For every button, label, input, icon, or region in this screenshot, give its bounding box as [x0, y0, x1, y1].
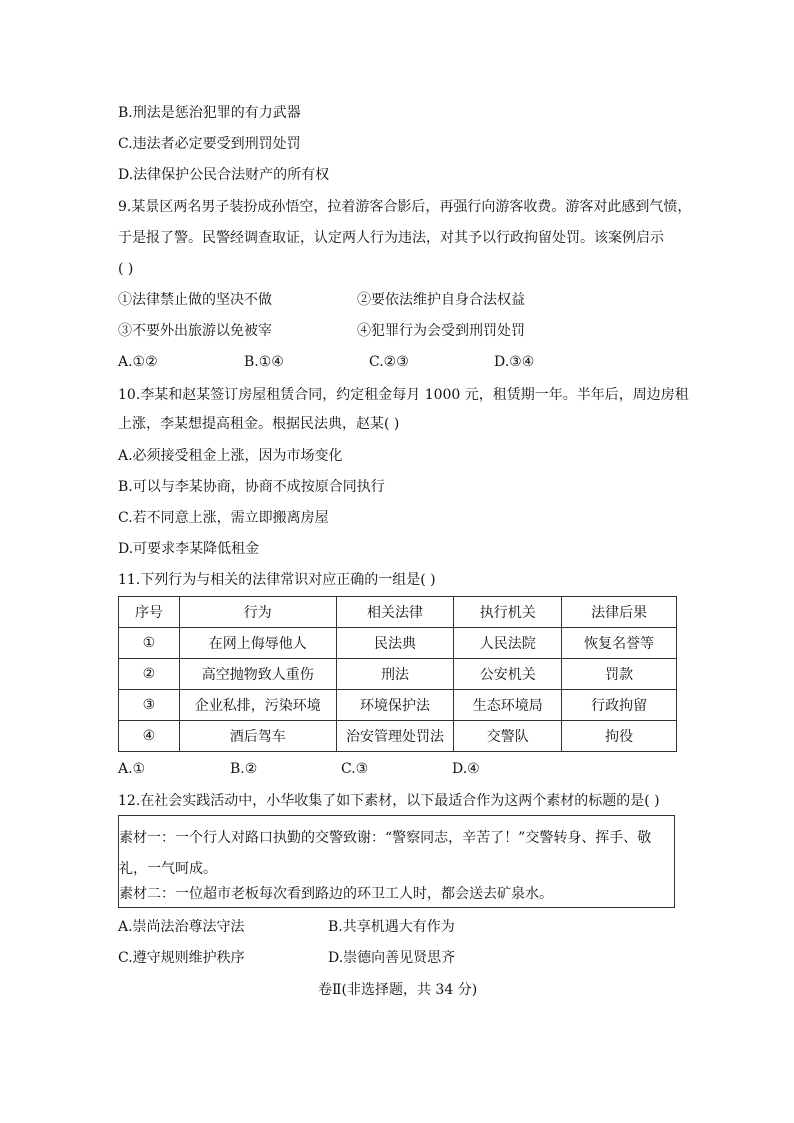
q10-stem-line2: 上涨，李某想提高租金。根据民法典，赵某( )	[118, 416, 400, 432]
q10-option-d: D.可要求李某降低租金	[118, 541, 260, 557]
table-row	[119, 721, 677, 752]
table-cell: ④	[119, 721, 180, 752]
table-cell: ②	[119, 659, 180, 690]
q10-option-b: B.可以与李某协商，协商不成按原合同执行	[118, 479, 385, 495]
table-cell: 环境保护法	[336, 690, 454, 721]
table-cell: ③	[119, 690, 180, 721]
q12-material-box	[118, 815, 675, 908]
q11-choice-c: C.③	[341, 761, 369, 777]
q9-item-3: ③不要外出旅游以免被宰	[118, 323, 272, 339]
q11-table	[118, 596, 677, 752]
q9-choice-d: D.③④	[494, 354, 535, 370]
table-row	[119, 659, 677, 690]
table-cell: 生态环境局	[454, 690, 562, 721]
table-row	[119, 690, 677, 721]
table-cell: ①	[119, 628, 180, 659]
q9-item-1: ①法律禁止做的坚决不做	[118, 292, 272, 308]
q12-choice-c: C.遵守规则维护秩序	[118, 950, 245, 966]
table-cell: 企业私排，污染环境	[179, 690, 336, 721]
q12-choice-b: B.共享机遇大有作为	[328, 919, 455, 935]
table-cell: 罚款	[562, 659, 677, 690]
q9-choice-c: C.②③	[369, 354, 409, 370]
q10-stem-line1: 10.李某和赵某签订房屋租赁合同，约定租金每月 1000 元，租赁期一年。半年后，周边房租	[118, 387, 689, 403]
q10-option-a: A.必须接受租金上涨，因为市场变化	[118, 448, 343, 464]
q8-option-d: D.法律保护公民合法财产的所有权	[118, 167, 330, 183]
q12-choice-d: D.崇德向善见贤思齐	[328, 950, 456, 966]
table-cell: 恢复名誉等	[562, 628, 677, 659]
table-row	[119, 628, 677, 659]
table-cell: 交警队	[454, 721, 562, 752]
q9-choice-a: A.①②	[118, 354, 158, 370]
q11-choice-a: A.①	[118, 761, 146, 777]
q9-choice-b: B.①④	[244, 354, 284, 370]
table-header-index: 序号	[119, 597, 180, 628]
table-header-behavior: 行为	[179, 597, 336, 628]
q10-option-c: C.若不同意上涨，需立即搬离房屋	[118, 510, 329, 526]
q12-choice-a: A.崇尚法治尊法守法	[118, 919, 245, 935]
table-cell: 拘役	[562, 721, 677, 752]
table-cell: 高空抛物致人重伤	[179, 659, 336, 690]
table-cell: 民法典	[336, 628, 454, 659]
table-cell: 在网上侮辱他人	[179, 628, 336, 659]
table-cell: 公安机关	[454, 659, 562, 690]
q11-choice-b: B.②	[230, 761, 258, 777]
table-cell: 治安管理处罚法	[336, 721, 454, 752]
table-header-consequence: 法律后果	[562, 597, 677, 628]
q12-stem: 12.在社会实践活动中，小华收集了如下素材，以下最适合作为这两个素材的标题的是( )	[118, 793, 660, 809]
q9-item-4: ④犯罪行为会受到刑罚处罚	[357, 323, 525, 339]
q11-stem: 11.下列行为与相关的法律常识对应正确的一组是( )	[118, 572, 436, 588]
table-header-law: 相关法律	[336, 597, 454, 628]
q11-choice-d: D.④	[452, 761, 480, 777]
q8-option-c: C.违法者必定要受到刑罚处罚	[118, 136, 301, 152]
table-cell: 酒后驾车	[179, 721, 336, 752]
table-cell: 人民法院	[454, 628, 562, 659]
q9-stem-line3: ( )	[118, 261, 134, 277]
table-header-row	[119, 597, 677, 628]
table-header-agency: 执行机关	[454, 597, 562, 628]
q12-material-1: 素材一：一个行人对路口执勤的交警致谢：“警察同志，辛苦了！”交警转身、挥手、敬礼，一气呵成。	[119, 830, 652, 877]
table-cell: 行政拘留	[562, 690, 677, 721]
q8-option-b: B.刑法是惩治犯罪的有力武器	[118, 105, 301, 121]
section-title: 卷Ⅱ(非选择题，共 34 分)	[318, 982, 478, 998]
q9-stem-line2: 于是报了警。民警经调查取证，认定两人行为违法，对其予以行政拘留处罚。该案例启示	[118, 230, 664, 246]
q12-material-2: 素材二：一位超市老板每次看到路边的环卫工人时，都会送去矿泉水。	[119, 886, 553, 902]
q9-stem-line1: 9.某景区两名男子装扮成孙悟空，拉着游客合影后，再强行向游客收费。游客对此感到气愤，	[118, 199, 692, 215]
q9-item-2: ②要依法维护自身合法权益	[357, 292, 525, 308]
table-cell: 刑法	[336, 659, 454, 690]
